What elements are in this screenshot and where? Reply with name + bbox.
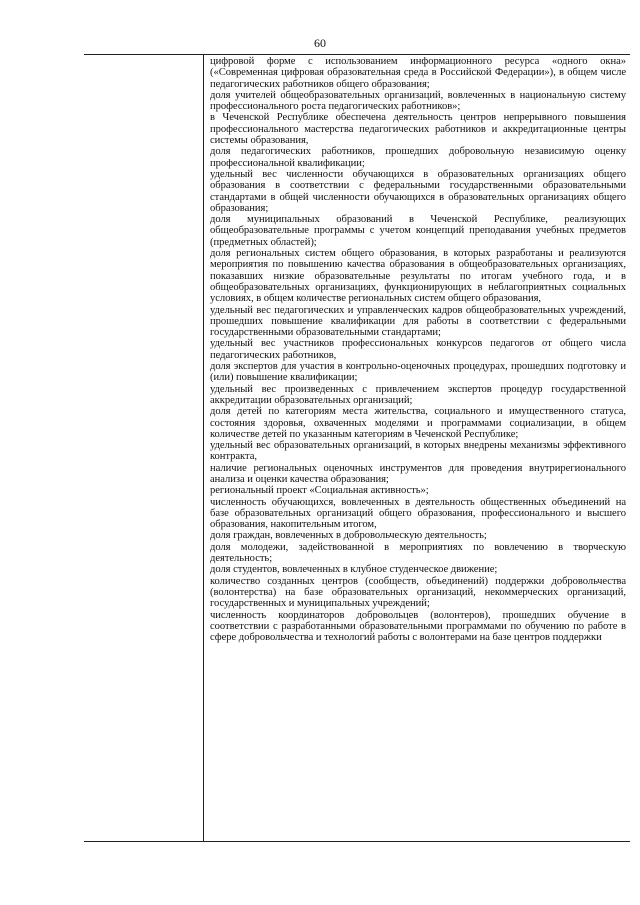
paragraph: доля педагогических работников, прошедших добровольную независимую оценку профессиональной квалификации; xyxy=(210,146,626,169)
paragraph: доля экспертов для участия в контрольно-оценочных процедурах, прошедших подготовку и (или) повышение квалификации; xyxy=(210,361,626,384)
paragraph: удельный вес произведенных с привлечением экспертов процедур государственной аккредитации образовательных организаций; xyxy=(210,383,626,406)
paragraph: доля учителей общеобразовательных организаций, вовлеченных в национальную систему профессионального роста педагогических работников»; xyxy=(210,89,626,113)
paragraph: удельный вес образовательных организаций, в которых внедрены механизмы эффективного контракта, xyxy=(210,440,626,463)
paragraph: удельный вес численности обучающихся в образовательных организациях общего образования в соответствии с федеральными государственными образовательными стандартами в общей численности обучающихся в образовательных организациях общего образования; xyxy=(210,168,626,214)
paragraph: в Чеченской Республике обеспечена деятельность центров непрерывного повышения профессионального мастерства педагогических работников и аккредитационные центры системы образования, xyxy=(210,112,626,147)
paragraph: количество созданных центров (сообществ, объединений) поддержки добровольчества (волонтерства) на базе образовательных организаций, некоммерческих организаций, государственных и муниципальных учреждений; xyxy=(210,575,626,610)
paragraph: доля детей по категориям места жительства, социального и имущественного статуса, состояния здоровья, охваченных моделями и программами социализации, в общем количестве детей по указанным категориям в Чеченской Республике; xyxy=(210,406,626,440)
table-right-cell xyxy=(210,56,626,841)
column-divider xyxy=(203,55,204,841)
paragraph: цифровой форме с использованием информационного ресурса «одного окна» («Современная цифровая образовательная среда в Российской Федерации»), в общем числе педагогических работников общего образования; xyxy=(210,56,626,90)
paragraph: доля муниципальных образований в Чеченской Республике, реализующих общеобразовательные программы с учетом концепций преподавания учебных предметов (предметных областей); xyxy=(210,214,626,248)
paragraph: доля региональных систем общего образования, в которых разработаны и реализуются мероприятия по повышению качества образования в общеобразовательных организациях, показавших низкие образовательные результаты по итогам учебного года, и в общеобразовательных организациях, функционирующих в неблагоприятных социальных условиях, в общем количестве региональных систем общего образования, xyxy=(210,248,626,305)
table-left-cell xyxy=(84,55,203,841)
content-table xyxy=(84,54,630,842)
paragraph: региональный проект «Социальная активность»; xyxy=(210,485,429,497)
paragraph: удельный вес педагогических и управленческих кадров общеобразовательных учреждений, прошедших повышение квалификации для работы в соответствии с федеральными государственными образовательными стандартами; xyxy=(210,304,626,339)
paragraph: доля студентов, вовлеченных в клубное студенческое движение; xyxy=(210,564,498,576)
paragraph: численность обучающихся, вовлеченных в деятельность общественных объединений на базе образовательных организаций общего образования, профессионального и высшего образования, накопительным итогом, xyxy=(210,496,626,531)
paragraph: доля молодежи, задействованной в мероприятиях по вовлечению в творческую деятельность; xyxy=(210,541,626,565)
paragraph: доля граждан, вовлеченных в добровольческую деятельность; xyxy=(210,530,487,542)
page-number: 60 xyxy=(314,36,326,50)
paragraph: наличие региональных оценочных инструментов для проведения внутрирегионального анализа и оценки качества образования; xyxy=(210,462,626,485)
paragraph: удельный вес участников профессиональных конкурсов педагогов от общего числа педагогических работников, xyxy=(210,338,626,361)
paragraph: численность координаторов добровольцев (волонтеров), прошедших обучение в соответствии с разработанными образовательными программами по обучению по работе в сфере добровольчества и технологий работы с волонтерами на базе центров поддержки xyxy=(210,609,626,644)
